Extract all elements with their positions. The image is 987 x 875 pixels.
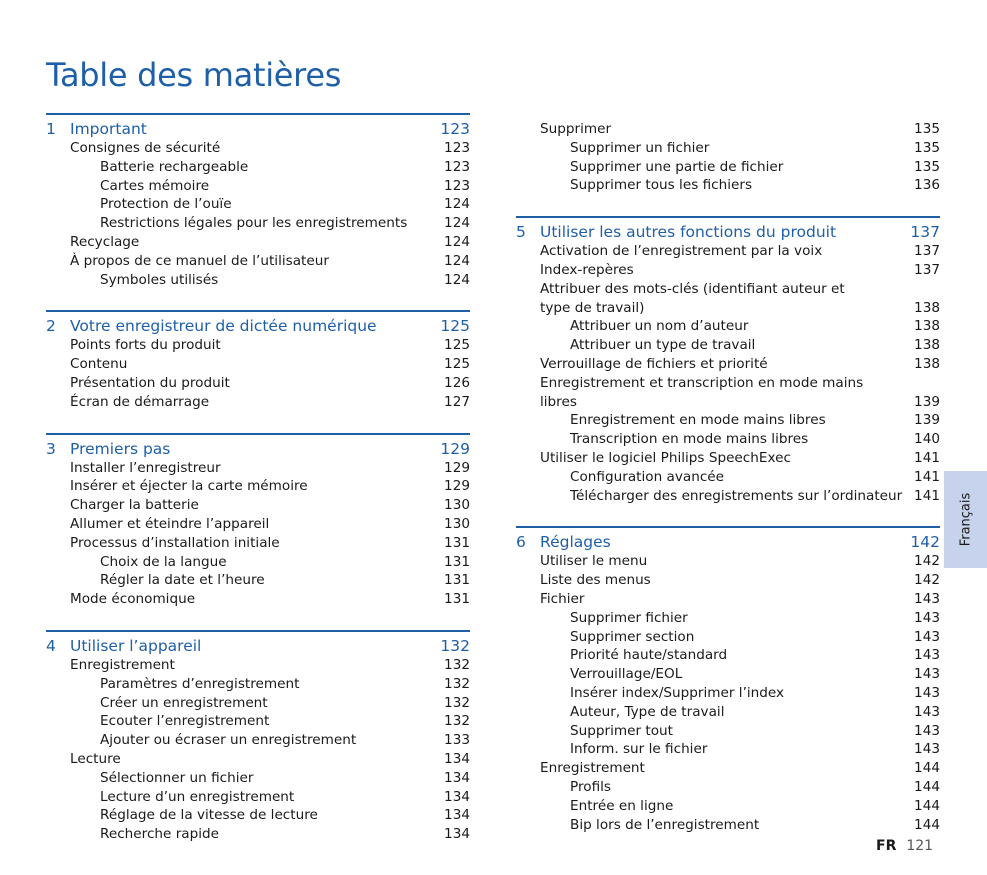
section-title: Important (70, 120, 147, 138)
toc-entry[interactable] (46, 656, 470, 675)
toc-entry-text: Enregistrement (70, 656, 175, 673)
toc-entry-text: Entrée en ligne (570, 797, 674, 814)
section-number: 5 (516, 223, 526, 242)
section-page: 137 (910, 223, 940, 242)
toc-entry-text: Restrictions légales pour les enregistrements (100, 215, 408, 232)
section-page: 129 (440, 439, 470, 458)
toc-entry-page: 132 (444, 713, 470, 730)
toc-entry[interactable] (46, 825, 470, 844)
toc-entry-text: Supprimer section (570, 628, 695, 645)
section-title: Réglages (540, 533, 611, 552)
toc-entry-page: 141 (914, 468, 940, 485)
toc-entry[interactable] (516, 816, 940, 835)
toc-entry[interactable] (516, 449, 940, 468)
toc-entry-text: Lecture (70, 750, 121, 767)
toc-entry-text: Supprimer une partie de fichier (570, 158, 784, 175)
toc-right-column (516, 113, 940, 855)
toc-entry-text: Installer l’enregistreur (70, 459, 221, 476)
toc-entry-page: 137 (914, 261, 940, 278)
toc-entry[interactable] (516, 646, 940, 665)
toc-section (516, 526, 940, 834)
toc-entry[interactable] (46, 788, 470, 807)
toc-entry[interactable] (46, 769, 470, 788)
toc-entry-text: Supprimer (540, 121, 612, 137)
toc-entry-text: Verrouillage/EOL (570, 666, 683, 683)
toc-entry[interactable] (46, 355, 470, 374)
toc-entry-text: Ajouter ou écraser un enregistrement (100, 732, 357, 749)
toc-entry-page: 136 (914, 177, 940, 194)
toc-section (46, 310, 470, 411)
toc-entry[interactable] (516, 665, 940, 684)
toc-entry[interactable] (46, 534, 470, 553)
footer-language: FR (876, 838, 897, 854)
toc-entry-page: 144 (914, 816, 940, 833)
toc-entry-text: Processus d’installation initiale (70, 534, 280, 551)
toc-entry-page: 129 (444, 478, 470, 495)
toc-entry[interactable] (516, 468, 940, 487)
section-heading[interactable] (46, 630, 470, 656)
toc-entry[interactable] (516, 430, 940, 449)
toc-entry-page: 141 (914, 487, 940, 504)
toc-entry[interactable] (46, 195, 470, 214)
toc-entry-page: 143 (914, 684, 940, 701)
toc-entry[interactable] (516, 120, 940, 139)
toc-section (516, 113, 940, 195)
section-title: Utiliser les autres fonctions du produit (540, 223, 837, 242)
toc-entry[interactable] (516, 317, 940, 336)
toc-entry-text: Insérer et éjecter la carte mémoire (70, 478, 308, 495)
toc-entry[interactable] (46, 177, 470, 196)
toc-entry-page: 123 (444, 177, 470, 194)
toc-entry-text: Supprimer un fichier (570, 139, 710, 156)
toc-entry[interactable] (516, 571, 940, 590)
toc-entry-text: Consignes de sécurité (70, 140, 221, 156)
toc-entry-page: 138 (914, 318, 940, 335)
section-heading[interactable] (46, 433, 470, 459)
toc-entry-page: 124 (444, 196, 470, 213)
toc-entry-text: libres (540, 393, 577, 410)
toc-section (46, 433, 470, 609)
section-heading[interactable] (516, 216, 940, 242)
section-title: Utiliser l’appareil (70, 636, 202, 655)
toc-entry-text: Paramètres d’enregistrement (100, 675, 300, 692)
toc-entry-page: 124 (444, 215, 470, 232)
toc-entry-text: Bip lors de l’enregistrement (570, 816, 760, 833)
toc-entry[interactable] (516, 722, 940, 741)
toc-entry[interactable] (46, 271, 470, 290)
toc-entry-text: Batterie rechargeable (100, 158, 249, 175)
toc-entry-text: Présentation du produit (70, 374, 230, 391)
toc-section (46, 630, 470, 844)
toc-entry-text: Ecouter l’enregistrement (100, 713, 270, 730)
toc-entry[interactable] (46, 806, 470, 825)
language-tab[interactable] (944, 471, 987, 568)
toc-entry[interactable] (516, 158, 940, 177)
toc-entry[interactable] (516, 552, 940, 571)
toc-entry[interactable] (46, 750, 470, 769)
toc-entry-page: 143 (914, 741, 940, 758)
toc-entry-text: Lecture d’un enregistrement (100, 788, 295, 805)
section-title: Votre enregistreur de dictée numérique (70, 317, 377, 336)
toc-entry-text: Contenu (70, 356, 128, 373)
toc-entry-text: Index-repères (540, 261, 634, 278)
toc-entry-text: Créer un enregistrement (100, 694, 268, 711)
toc-entry-page: 140 (914, 431, 940, 448)
toc-left-column (46, 113, 470, 865)
toc-entry[interactable] (46, 731, 470, 750)
toc-entry-text: Auteur, Type de travail (570, 703, 725, 720)
toc-entry-page: 133 (444, 732, 470, 749)
toc-entry-text: Supprimer fichier (570, 609, 688, 626)
toc-entry[interactable] (516, 261, 940, 280)
toc-entry-page: 131 (444, 591, 470, 608)
toc-entry-text: Enregistrement (540, 760, 645, 777)
page-number: 121 (906, 838, 934, 854)
toc-entry[interactable] (46, 694, 470, 713)
toc-entry-text: Recherche rapide (100, 826, 220, 843)
toc-entry-page: 139 (914, 393, 940, 410)
toc-entry[interactable] (516, 609, 940, 628)
section-heading[interactable] (46, 310, 470, 336)
toc-entry[interactable] (516, 176, 940, 195)
toc-entry-text: Utiliser le logiciel Philips SpeechExec (540, 449, 791, 466)
toc-entry[interactable] (46, 496, 470, 515)
toc-entry-page: 129 (444, 459, 470, 476)
toc-entry[interactable] (46, 233, 470, 252)
toc-entry-text: Télécharger des enregistrements sur l’ordinateur (570, 487, 903, 504)
toc-entry[interactable] (46, 675, 470, 694)
toc-entry[interactable] (516, 740, 940, 759)
toc-entry-page: 143 (914, 609, 940, 626)
toc-entry-page: 141 (914, 449, 940, 466)
toc-entry-page: 143 (914, 647, 940, 664)
toc-entry[interactable] (46, 459, 470, 478)
toc-entry[interactable] (516, 139, 940, 158)
toc-entry-text: Charger la batterie (70, 497, 199, 514)
toc-entry-page: 124 (444, 271, 470, 288)
toc-entry[interactable] (516, 628, 940, 647)
toc-entry-text: Allumer et éteindre l’appareil (70, 515, 270, 532)
toc-entry[interactable] (46, 712, 470, 731)
toc-entry-text: Choix de la langue (100, 553, 227, 570)
toc-entry-text: Attribuer des mots-clés (identifiant auteur et (540, 280, 845, 297)
toc-entry[interactable] (46, 515, 470, 534)
page-footer (876, 838, 933, 854)
toc-entry[interactable] (46, 252, 470, 271)
section-number: 2 (46, 317, 56, 336)
toc-entry-text: Supprimer tous les fichiers (570, 177, 753, 194)
toc-entry-text: Transcription en mode mains libres (570, 431, 809, 448)
toc-entry[interactable] (46, 571, 470, 590)
toc-entry[interactable] (516, 336, 940, 355)
toc-entry-text: Cartes mémoire (100, 177, 210, 194)
toc-entry-page: 138 (914, 299, 940, 316)
toc-entry[interactable] (516, 684, 940, 703)
section-heading[interactable] (46, 113, 470, 139)
toc-entry-text: Insérer index/Supprimer l’index (570, 684, 785, 701)
section-number: 6 (516, 533, 526, 552)
toc-entry-page: 125 (444, 337, 470, 354)
toc-entry-text: Attribuer un nom d’auteur (570, 318, 749, 335)
toc-entry[interactable] (516, 411, 940, 430)
toc-entry[interactable] (46, 158, 470, 177)
section-number: 1 (46, 120, 56, 138)
toc-entry[interactable] (516, 280, 940, 299)
toc-entry-page: 124 (444, 233, 470, 250)
toc-entry-text: type de travail) (540, 299, 645, 316)
toc-entry-text: Enregistrement en mode mains libres (570, 412, 826, 429)
toc-entry-page: 143 (914, 628, 940, 645)
toc-entry-page: 142 (914, 553, 940, 570)
toc-entry-page: 143 (914, 666, 940, 683)
section-number: 4 (46, 636, 56, 655)
toc-entry[interactable] (516, 590, 940, 609)
toc-entry[interactable] (516, 759, 940, 778)
toc-entry-text: Inform. sur le fichier (570, 741, 708, 758)
toc-entry[interactable] (516, 374, 940, 393)
toc-entry-page: 143 (914, 703, 940, 720)
toc-entry-page: 134 (444, 826, 470, 843)
section-heading[interactable] (516, 526, 940, 552)
toc-entry-page: 143 (914, 722, 940, 739)
toc-entry-page: 144 (914, 797, 940, 814)
toc-entry[interactable] (46, 214, 470, 233)
toc-entry-page: 143 (914, 590, 940, 607)
toc-entry-page: 144 (914, 778, 940, 795)
toc-entry-text: Fichier (540, 590, 585, 607)
section-page: 142 (910, 533, 940, 552)
toc-entry[interactable] (516, 355, 940, 374)
toc-entry[interactable] (516, 299, 940, 318)
toc-section (46, 113, 470, 289)
toc-entry-text: Activation de l’enregistrement par la voix (540, 243, 823, 260)
toc-entry-page: 137 (914, 243, 940, 260)
toc-entry-text: Utiliser le menu (540, 553, 648, 570)
page-title: Table des matières (46, 56, 342, 94)
toc-entry-page: 134 (444, 769, 470, 786)
toc-entry[interactable] (516, 487, 940, 506)
toc-entry-page: 138 (914, 337, 940, 354)
toc-entry[interactable] (46, 590, 470, 609)
toc-entry-text: Enregistrement et transcription en mode mains (540, 374, 864, 391)
section-page: 123 (440, 120, 470, 138)
toc-entry-page: 138 (914, 355, 940, 372)
toc-entry-page: 124 (444, 252, 470, 269)
toc-entry[interactable] (516, 393, 940, 412)
toc-entry-text: À propos de ce manuel de l’utilisateur (70, 252, 329, 269)
toc-entry-text: Points forts du produit (70, 337, 221, 354)
toc-entry-page: 130 (444, 497, 470, 514)
toc-entry-page: 135 (914, 158, 940, 175)
toc-entry[interactable] (516, 778, 940, 797)
section-title: Premiers pas (70, 439, 171, 458)
toc-entry-page: 131 (444, 553, 470, 570)
toc-entry-page: 144 (914, 760, 940, 777)
toc-entry-page: 135 (914, 139, 940, 156)
toc-entry-page: 123 (444, 140, 470, 156)
toc-entry-text: Régler la date et l’heure (100, 572, 265, 589)
language-tab-label: Français (958, 492, 973, 547)
toc-entry-text: Profils (570, 778, 611, 795)
toc-entry-text: Symboles utilisés (100, 271, 219, 288)
toc-section (516, 216, 940, 505)
toc-entry-page: 132 (444, 694, 470, 711)
section-page: 132 (440, 636, 470, 655)
toc-entry[interactable] (516, 242, 940, 261)
toc-entry-page: 131 (444, 534, 470, 551)
toc-entry[interactable] (46, 553, 470, 572)
toc-entry-page: 142 (914, 572, 940, 589)
toc-entry-page: 139 (914, 412, 940, 429)
toc-entry-page: 126 (444, 374, 470, 391)
toc-entry-text: Verrouillage de fichiers et priorité (540, 355, 768, 372)
toc-entry-text: Mode économique (70, 591, 196, 608)
toc-entry-text: Attribuer un type de travail (570, 337, 756, 354)
toc-entry-text: Configuration avancée (570, 468, 725, 485)
toc-entry[interactable] (46, 336, 470, 355)
section-number: 3 (46, 439, 56, 458)
toc-entry-page: 127 (444, 393, 470, 410)
toc-entry[interactable] (516, 797, 940, 816)
toc-entry-page: 134 (444, 788, 470, 805)
toc-entry-page: 132 (444, 656, 470, 673)
toc-entry-page: 134 (444, 750, 470, 767)
toc-entry[interactable] (46, 139, 470, 158)
toc-entry-text: Priorité haute/standard (570, 647, 728, 664)
toc-entry-text: Liste des menus (540, 572, 651, 589)
toc-entry[interactable] (46, 477, 470, 496)
toc-entry-page: 131 (444, 572, 470, 589)
toc-entry-text: Recyclage (70, 233, 140, 250)
toc-entry-text: Réglage de la vitesse de lecture (100, 807, 318, 824)
toc-entry-page: 135 (914, 121, 940, 137)
section-page: 125 (440, 317, 470, 336)
toc-entry-page: 130 (444, 515, 470, 532)
toc-entry[interactable] (516, 703, 940, 722)
toc-entry-text: Protection de l’ouïe (100, 196, 232, 213)
toc-entry-page: 125 (444, 356, 470, 373)
toc-entry-text: Sélectionner un fichier (100, 769, 254, 786)
toc-entry-page: 132 (444, 675, 470, 692)
toc-entry-page: 134 (444, 807, 470, 824)
toc-entry-text: Écran de démarrage (70, 393, 210, 410)
toc-entry-page: 123 (444, 158, 470, 175)
toc-entry-text: Supprimer tout (570, 722, 673, 739)
toc-entry[interactable] (46, 374, 470, 393)
toc-entry[interactable] (46, 393, 470, 412)
